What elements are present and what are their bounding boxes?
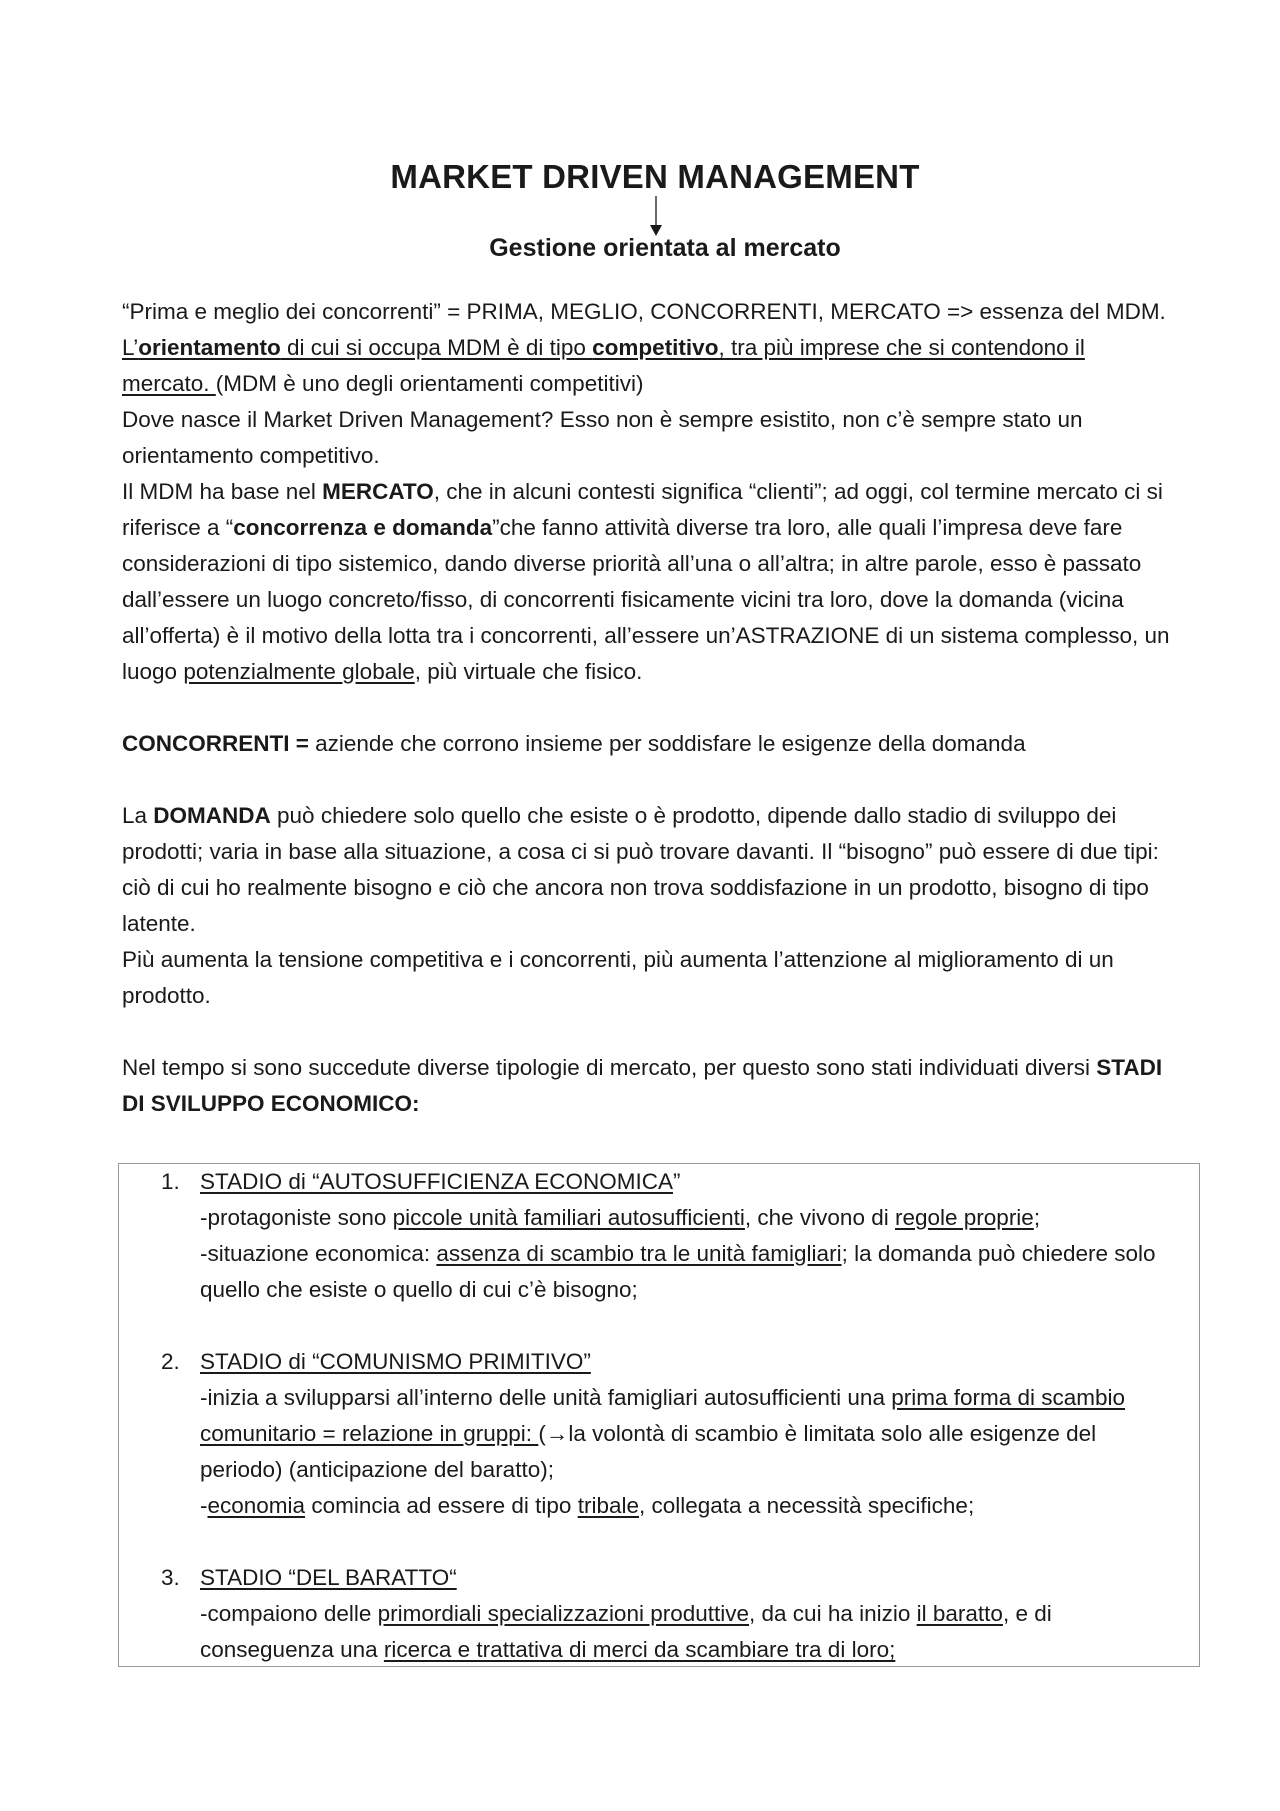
down-arrow-icon — [648, 196, 664, 238]
bold-text: DOMANDA — [153, 803, 271, 828]
text-run: , che in alcuni contesti significa “clienti”; ad oggi, col termine mercato ci si riferisce a “ — [122, 479, 1163, 540]
text-run: -compaiono delle — [200, 1601, 378, 1626]
text-run: ; la domanda può chiedere solo quello che esiste o quello di cui c’è bisogno; — [200, 1241, 1156, 1302]
list-item — [119, 1164, 1199, 1308]
text-run: - — [200, 1493, 208, 1518]
underlined-text: potenzialmente globale — [183, 659, 415, 684]
text-run: (MDM è uno degli orientamenti competitivi) — [215, 371, 644, 396]
text-run: (→la volontà di scambio è limitata solo alle esigenze del periodo) (anticipazione del baratto); — [200, 1421, 1097, 1482]
text-run: aziende che corrono insieme per soddisfare le esigenze della domanda — [308, 731, 1026, 756]
text-run: L’ — [122, 335, 139, 360]
text-run: , collegata a necessità specifiche; — [639, 1493, 975, 1518]
text-run: Nel tempo si sono succedute diverse tipologie di mercato, per questo sono stati individuati diversi — [122, 1055, 1097, 1080]
bold-text: orientamento — [138, 335, 281, 360]
list-number: 2. — [161, 1349, 180, 1374]
paragraph-tension — [122, 942, 1172, 1014]
text-run: , che vivono di — [744, 1205, 895, 1230]
text-run: comincia ad essere di tipo — [305, 1493, 578, 1518]
paragraph-orientation — [122, 330, 1172, 402]
underlined-text: regole proprie — [894, 1205, 1034, 1230]
list-item — [119, 1560, 1199, 1668]
paragraph-stages-intro — [122, 1050, 1172, 1122]
stages-list — [119, 1164, 1199, 1668]
bold-text: CONCORRENTI = — [122, 731, 309, 756]
underlined-text: economia — [207, 1493, 306, 1518]
underlined-text: assenza di scambio tra le unità famigliari — [436, 1241, 842, 1266]
text-run: Più aumenta la tensione competitiva e i concorrenti, più aumenta l’attenzione al miglioramento di un prodotto. — [122, 947, 1114, 1008]
text-run: ” — [672, 1169, 681, 1194]
text-run: può chiedere solo quello che esiste o è prodotto, dipende dallo stadio di sviluppo dei prodotti; varia in base alla situazione, a cosa ci si può trovare davanti. Il “bisogno” può essere di due tipi: ciò di cui ho realmente bisogno e ciò che ancora non trova soddisfazione in un prodotto, bisogno di tipo latente. — [122, 803, 1159, 936]
bold-text: concorrenza e domanda — [233, 515, 493, 540]
text-run: ”che fanno attività diverse tra loro, alle quali l’impresa deve fare considerazioni di tipo sistemico, dando diverse priorità all’una o all’altra; in altre parole, esso è passato dall’essere un luogo concreto/fisso, di concorrenti fisicamente vicini tra loro, dove la domanda (vicina all’offerta) è il motivo della lotta tra i concorrenti, all’essere un’ASTRAZIONE di un sistema complesso, un luogo — [122, 515, 1170, 684]
list-number: 3. — [161, 1565, 180, 1590]
text-run: , da cui ha inizio — [749, 1601, 917, 1626]
underlined-text: primordiali specializzazioni produttive — [377, 1601, 750, 1626]
text-run: ; — [1033, 1205, 1041, 1230]
body-text — [122, 294, 1172, 1122]
stages-box — [118, 1163, 1200, 1667]
underlined-text: il baratto — [916, 1601, 1003, 1626]
bold-text: STADI DI SVILUPPO ECONOMICO: — [122, 1055, 1163, 1116]
underlined-text: tribale — [577, 1493, 639, 1518]
text-run: , tra più imprese che si contendono il mercato. — [122, 335, 1085, 396]
stage-title: STADIO “DEL BARATTO“ — [200, 1565, 457, 1590]
paragraph-competitors — [122, 726, 1172, 762]
text-run: La — [122, 803, 154, 828]
page-title: MARKET DRIVEN MANAGEMENT — [390, 158, 920, 195]
text-run: -protagoniste sono — [200, 1205, 393, 1230]
underlined-text: ricerca e trattativa di merci da scambiare tra di loro; — [383, 1637, 896, 1662]
paragraph-demand — [122, 798, 1172, 942]
paragraph-market — [122, 474, 1172, 690]
stage-title: STADIO di “AUTOSUFFICIENZA ECONOMICA — [200, 1169, 673, 1194]
bold-text: competitivo — [592, 335, 719, 360]
text-run: -situazione economica: — [200, 1241, 437, 1266]
text-run: “Prima e meglio dei concorrenti” = PRIMA, MEGLIO, CONCORRENTI, MERCATO => essenza del MDM. — [122, 299, 1166, 324]
list-number: 1. — [161, 1169, 180, 1194]
page-subtitle: Gestione orientata al mercato — [489, 234, 841, 262]
stage-title: STADIO di “COMUNISMO PRIMITIVO” — [200, 1349, 591, 1374]
text-run: Il MDM ha base nel — [122, 479, 323, 504]
underlined-text: piccole unità familiari autosufficienti — [392, 1205, 745, 1230]
underlined-text: prima forma di scambio comunitario = relazione in gruppi: — [200, 1385, 1126, 1446]
text-run: , più virtuale che fisico. — [414, 659, 643, 684]
text-run: -inizia a svilupparsi all’interno delle unità famigliari autosufficienti una — [200, 1385, 892, 1410]
bold-text: MERCATO — [322, 479, 434, 504]
text-run: , e di conseguenza una — [200, 1601, 1052, 1662]
list-item — [119, 1344, 1199, 1524]
text-run: Dove nasce il Market Driven Management? Esso non è sempre esistito, non c’è sempre stato un orientamento competitivo. — [122, 407, 1083, 468]
text-run: di cui si occupa MDM è di tipo — [280, 335, 593, 360]
paragraph-origin — [122, 402, 1172, 474]
paragraph-essence — [122, 294, 1172, 330]
